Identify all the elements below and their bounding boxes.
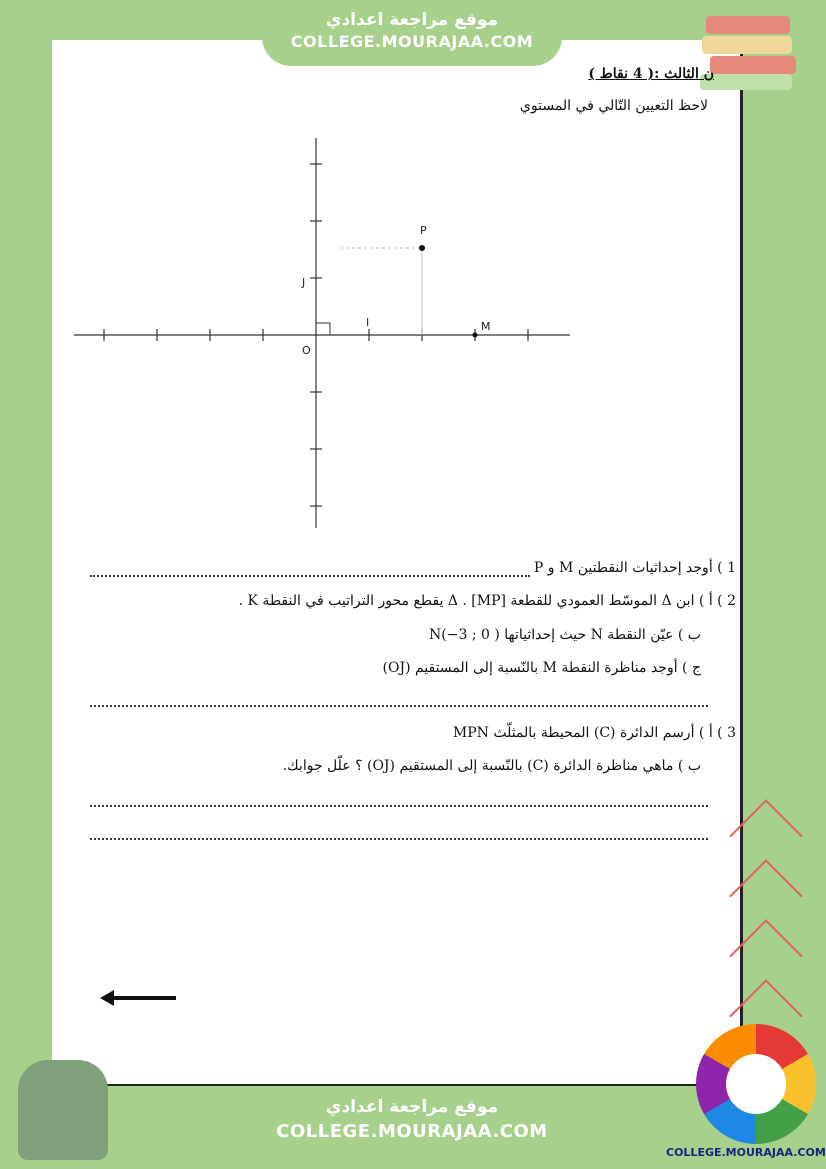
label-p: P <box>420 224 427 237</box>
question-2a: 2 ) أ ) ابن Δ الموسّط العمودي للقطعة [MP] . Δ يقطع محور التراتيب في النقطة K . <box>238 593 736 609</box>
question-2b: ب ) عيّن النقطة N حيث إحداثياتها ( N(−3 ; 0 <box>429 627 701 643</box>
point-m <box>473 333 478 338</box>
answer-line[interactable] <box>90 805 708 807</box>
banner-site: COLLEGE.MOURAJAA.COM <box>290 32 534 51</box>
site-banner-bottom[interactable] <box>262 1092 562 1154</box>
backpack-icon <box>18 1060 108 1160</box>
banner-arabic: موقع مراجعة اعدادي <box>325 1097 499 1117</box>
label-i: I <box>366 316 370 329</box>
question-2c: ج ) أوجد مناظرة النقطة M بالنّسبة إلى المستقيم (OJ) <box>382 660 701 676</box>
banner-site: COLLEGE.MOURAJAA.COM <box>276 1121 548 1142</box>
question-3b: ب ) ماهي مناظرة الدائرة (C) بالنّسبة إلى المستقيم (OJ) ؟ علّل جوابك. <box>282 758 701 774</box>
back-arrow-icon[interactable] <box>100 988 180 1008</box>
subjects-wheel-logo <box>696 1024 816 1144</box>
right-angle-mark <box>316 323 330 335</box>
label-o: O <box>302 344 311 357</box>
label-m: M <box>481 320 491 333</box>
answer-line[interactable] <box>90 838 708 840</box>
point-p <box>419 245 425 251</box>
question-3a: 3 ) أ ) أرسم الدائرة (C) المحيطة بالمثلّث MPN <box>452 725 736 741</box>
exercise-title: ن الثالث :( 4 نقاط ) <box>588 66 714 82</box>
exercise-intro: لاحظ التعيين التّالي في المستوي <box>519 98 708 114</box>
answer-line[interactable] <box>90 705 708 707</box>
banner-arabic: موقع مراجعة اعدادي <box>325 10 499 30</box>
label-j: J <box>302 276 306 289</box>
logo-caption: COLLEGE.MOURAJAA.COM <box>666 1146 826 1159</box>
question-1: 1 ) أوجد إحداثيات النقطتين M و P <box>533 560 736 576</box>
answer-line[interactable] <box>90 575 530 577</box>
